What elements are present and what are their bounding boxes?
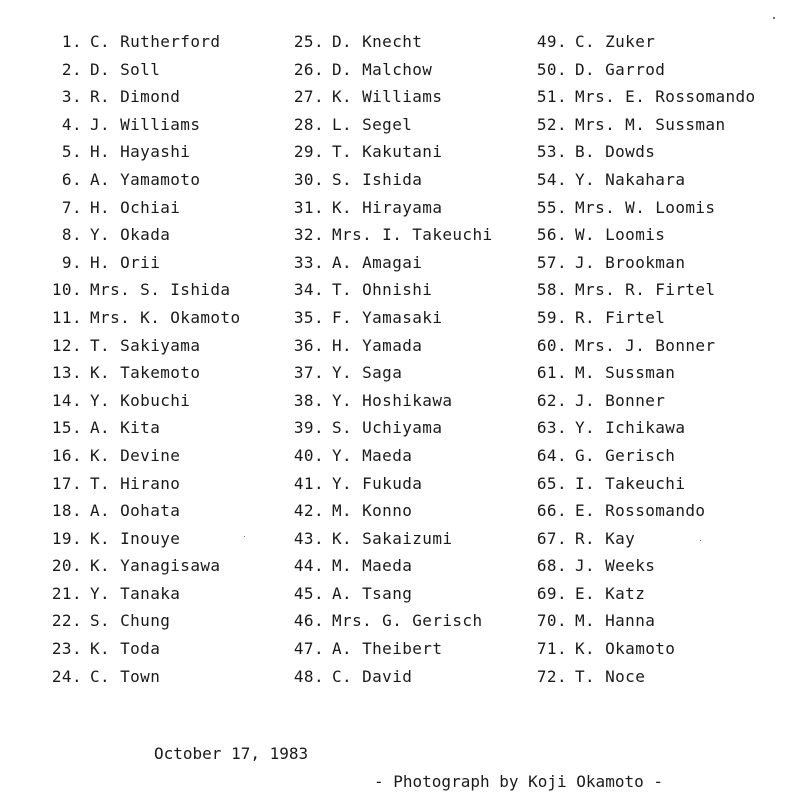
list-item (292, 194, 493, 222)
scan-speck (773, 17, 775, 19)
list-item (535, 304, 756, 332)
list-item-number: 26. (293, 59, 324, 79)
list-item (292, 580, 493, 608)
list-item-number: 66. (536, 501, 567, 521)
list-item-number: 70. (536, 611, 567, 631)
list-item (292, 497, 493, 525)
list-item (292, 635, 493, 663)
list-item (292, 276, 493, 304)
list-item-name: K. Toda (90, 639, 161, 659)
list-item-name: Mrs. J. Bonner (575, 335, 716, 355)
list-item (50, 635, 241, 663)
list-item-name: H. Orii (90, 252, 161, 272)
list-item-number: 25. (293, 32, 324, 51)
list-item-name: R. Firtel (575, 307, 666, 327)
list-item-number: 35. (293, 307, 324, 327)
list-item-name: M. Hanna (575, 611, 656, 631)
list-item-name: T. Hirano (90, 473, 181, 493)
list-item-number: 53. (536, 142, 567, 162)
list-item-name: Y. Saga (332, 363, 403, 383)
list-item-number: 67. (536, 528, 567, 548)
list-item (50, 387, 241, 415)
list-item (50, 663, 241, 691)
photo-caption (0, 712, 800, 791)
list-item-name: L. Segel (332, 114, 413, 134)
list-item (50, 166, 241, 194)
list-item-number: 7. (61, 197, 82, 217)
list-item-number: 30. (293, 169, 324, 189)
list-item-number: 60. (536, 335, 567, 355)
list-item (535, 332, 756, 360)
list-item (535, 442, 756, 470)
list-item-name: C. David (332, 666, 413, 686)
list-item (292, 663, 493, 691)
list-item-number: 54. (536, 169, 567, 189)
list-item-number: 64. (536, 445, 567, 465)
list-item-name: J. Weeks (575, 556, 656, 576)
list-item-number: 21. (51, 583, 82, 603)
list-item (535, 28, 756, 56)
scan-speck (700, 540, 701, 541)
list-item-number: 61. (536, 363, 567, 383)
list-item-number: 51. (536, 87, 567, 107)
list-item-name: T. Ohnishi (332, 280, 433, 300)
list-item-number: 69. (536, 583, 567, 603)
list-item-number: 32. (293, 225, 324, 245)
list-item-number: 72. (536, 666, 567, 686)
list-item-number: 23. (51, 639, 82, 659)
list-item (292, 166, 493, 194)
list-item (292, 387, 493, 415)
list-item-name: Mrs. E. Rossomando (575, 87, 756, 107)
list-item-number: 19. (51, 528, 82, 548)
list-item-name: K. Takemoto (90, 363, 201, 383)
list-item-name: K. Sakaizumi (332, 528, 453, 548)
list-item-name: T. Noce (575, 666, 646, 686)
list-item-number: 1. (61, 32, 82, 51)
list-item (292, 56, 493, 84)
list-item-number: 36. (293, 335, 324, 355)
list-item (50, 138, 241, 166)
list-item (50, 28, 241, 56)
list-item (535, 552, 756, 580)
list-item-number: 22. (51, 611, 82, 631)
list-item-number: 55. (536, 197, 567, 217)
list-item-number: 39. (293, 418, 324, 438)
list-item-number: 45. (293, 583, 324, 603)
list-item (50, 497, 241, 525)
list-item-name: S. Ishida (332, 169, 423, 189)
list-item (535, 470, 756, 498)
list-item-number: 12. (51, 335, 82, 355)
list-item (50, 221, 241, 249)
list-item-name: G. Gerisch (575, 445, 676, 465)
list-item (535, 166, 756, 194)
list-item (535, 387, 756, 415)
list-item-name: E. Katz (575, 583, 646, 603)
list-item (50, 359, 241, 387)
list-item-name: K. Williams (332, 87, 443, 107)
list-item-name: C. Zuker (575, 32, 656, 51)
list-item-number: 8. (61, 225, 82, 245)
list-item (535, 221, 756, 249)
list-item-number: 59. (536, 307, 567, 327)
list-item-name: R. Kay (575, 528, 636, 548)
list-item-number: 49. (536, 32, 567, 51)
list-item-number: 50. (536, 59, 567, 79)
list-item-name: M. Sussman (575, 363, 676, 383)
list-item-name: Y. Tanaka (90, 583, 181, 603)
list-item-name: H. Ochiai (90, 197, 181, 217)
list-item-number: 48. (293, 666, 324, 686)
list-item-name: S. Uchiyama (332, 418, 443, 438)
list-item (292, 470, 493, 498)
list-item-name: Y. Ichikawa (575, 418, 686, 438)
list-item (292, 607, 493, 635)
caption-credit: - Photograph by Koji Okamoto - (374, 772, 663, 791)
list-item-name: Mrs. G. Gerisch (332, 611, 483, 631)
list-item (292, 304, 493, 332)
list-item (50, 249, 241, 277)
list-item (535, 276, 756, 304)
list-item-number: 62. (536, 390, 567, 410)
list-item-number: 63. (536, 418, 567, 438)
list-item-name: Mrs. M. Sussman (575, 114, 726, 134)
list-item (292, 552, 493, 580)
list-item-name: T. Kakutani (332, 142, 443, 162)
list-item-number: 44. (293, 556, 324, 576)
list-item (292, 414, 493, 442)
list-item-number: 10. (51, 280, 82, 300)
list-item-number: 20. (51, 556, 82, 576)
list-item-name: D. Knecht (332, 32, 423, 51)
list-item-name: K. Devine (90, 445, 181, 465)
list-item-name: A. Oohata (90, 501, 181, 521)
list-item-name: H. Yamada (332, 335, 423, 355)
list-item (535, 635, 756, 663)
list-item (50, 56, 241, 84)
list-item-name: A. Tsang (332, 583, 413, 603)
list-item-name: F. Yamasaki (332, 307, 443, 327)
list-item (292, 111, 493, 139)
list-item-number: 71. (536, 639, 567, 659)
list-item-number: 27. (293, 87, 324, 107)
list-item-name: T. Sakiyama (90, 335, 201, 355)
list-item-name: M. Maeda (332, 556, 413, 576)
list-item-name: C. Town (90, 666, 161, 686)
list-item (50, 194, 241, 222)
list-item (535, 607, 756, 635)
name-list-column-3 (535, 28, 756, 690)
list-item-name: I. Takeuchi (575, 473, 686, 493)
list-item (50, 470, 241, 498)
list-item-name: Y. Hoshikawa (332, 390, 453, 410)
list-item-number: 3. (61, 87, 82, 107)
name-list-column-1 (50, 28, 241, 690)
list-item-number: 13. (51, 363, 82, 383)
list-item (50, 111, 241, 139)
list-item-name: Y. Maeda (332, 445, 413, 465)
list-item (535, 525, 756, 553)
list-item-name: Mrs. W. Loomis (575, 197, 716, 217)
list-item-number: 29. (293, 142, 324, 162)
caption-date: October 17, 1983 (154, 744, 309, 763)
list-item-name: M. Konno (332, 501, 413, 521)
list-item (535, 194, 756, 222)
list-item (535, 83, 756, 111)
list-item-number: 6. (61, 169, 82, 189)
list-item-name: B. Dowds (575, 142, 656, 162)
list-item-name: Y. Fukuda (332, 473, 423, 493)
list-item (50, 442, 241, 470)
list-item-name: S. Chung (90, 611, 171, 631)
list-item (292, 332, 493, 360)
list-item-number: 43. (293, 528, 324, 548)
list-item-name: A. Kita (90, 418, 161, 438)
list-item (292, 442, 493, 470)
list-item (535, 56, 756, 84)
list-item-number: 46. (293, 611, 324, 631)
list-item-name: A. Theibert (332, 639, 443, 659)
list-item (292, 249, 493, 277)
list-item (50, 580, 241, 608)
list-item (535, 414, 756, 442)
list-item (535, 359, 756, 387)
list-item-number: 68. (536, 556, 567, 576)
list-item-name: Mrs. S. Ishida (90, 280, 231, 300)
list-item (50, 304, 241, 332)
list-item-number: 14. (51, 390, 82, 410)
list-item-name: W. Loomis (575, 225, 666, 245)
list-item-number: 28. (293, 114, 324, 134)
list-item-name: E. Rossomando (575, 501, 706, 521)
list-item (535, 663, 756, 691)
list-item-number: 5. (61, 142, 82, 162)
list-item-number: 31. (293, 197, 324, 217)
list-item-name: K. Inouye (90, 528, 181, 548)
list-item (292, 138, 493, 166)
list-item-name: D. Garrod (575, 59, 666, 79)
list-item (535, 249, 756, 277)
list-item-number: 2. (61, 59, 82, 79)
list-item (292, 525, 493, 553)
list-item-name: H. Hayashi (90, 142, 191, 162)
list-item-name: A. Yamamoto (90, 169, 201, 189)
list-item-number: 33. (293, 252, 324, 272)
list-item-number: 58. (536, 280, 567, 300)
list-item-name: Mrs. K. Okamoto (90, 307, 241, 327)
list-item-name: J. Bonner (575, 390, 666, 410)
list-item-number: 9. (61, 252, 82, 272)
list-item-number: 15. (51, 418, 82, 438)
list-item-number: 65. (536, 473, 567, 493)
list-item (535, 138, 756, 166)
list-item (50, 414, 241, 442)
list-item (535, 497, 756, 525)
list-item-number: 37. (293, 363, 324, 383)
list-item-number: 57. (536, 252, 567, 272)
name-list-column-2 (292, 28, 493, 690)
list-item (50, 276, 241, 304)
list-item-number: 4. (61, 114, 82, 134)
scan-speck (244, 536, 245, 537)
list-item-name: D. Malchow (332, 59, 433, 79)
list-item-name: Y. Kobuchi (90, 390, 191, 410)
list-item-name: D. Soll (90, 59, 161, 79)
list-item-number: 38. (293, 390, 324, 410)
list-item-number: 11. (51, 307, 82, 327)
list-item-name: J. Williams (90, 114, 201, 134)
list-item (50, 83, 241, 111)
list-item-name: K. Hirayama (332, 197, 443, 217)
list-item-name: J. Brookman (575, 252, 686, 272)
list-item (292, 83, 493, 111)
list-item (292, 359, 493, 387)
list-item-number: 40. (293, 445, 324, 465)
list-item (50, 607, 241, 635)
list-item-name: K. Okamoto (575, 639, 676, 659)
list-item-name: Y. Okada (90, 225, 171, 245)
list-item (292, 221, 493, 249)
list-item-number: 47. (293, 639, 324, 659)
list-item-name: A. Amagai (332, 252, 423, 272)
list-item-number: 52. (536, 114, 567, 134)
list-item-number: 18. (51, 501, 82, 521)
list-item (50, 525, 241, 553)
list-item-number: 16. (51, 445, 82, 465)
list-item-number: 17. (51, 473, 82, 493)
list-item-number: 34. (293, 280, 324, 300)
list-item-name: Mrs. R. Firtel (575, 280, 716, 300)
list-item-number: 56. (536, 225, 567, 245)
list-item (50, 552, 241, 580)
list-item-name: Mrs. I. Takeuchi (332, 225, 493, 245)
list-item (292, 28, 493, 56)
list-item-number: 41. (293, 473, 324, 493)
list-item-number: 42. (293, 501, 324, 521)
list-item-name: Y. Nakahara (575, 169, 686, 189)
list-item (535, 111, 756, 139)
list-item-name: C. Rutherford (90, 32, 221, 51)
list-item-number: 24. (51, 666, 82, 686)
list-item (50, 332, 241, 360)
list-item-name: K. Yanagisawa (90, 556, 221, 576)
list-item-name: R. Dimond (90, 87, 181, 107)
list-item (535, 580, 756, 608)
